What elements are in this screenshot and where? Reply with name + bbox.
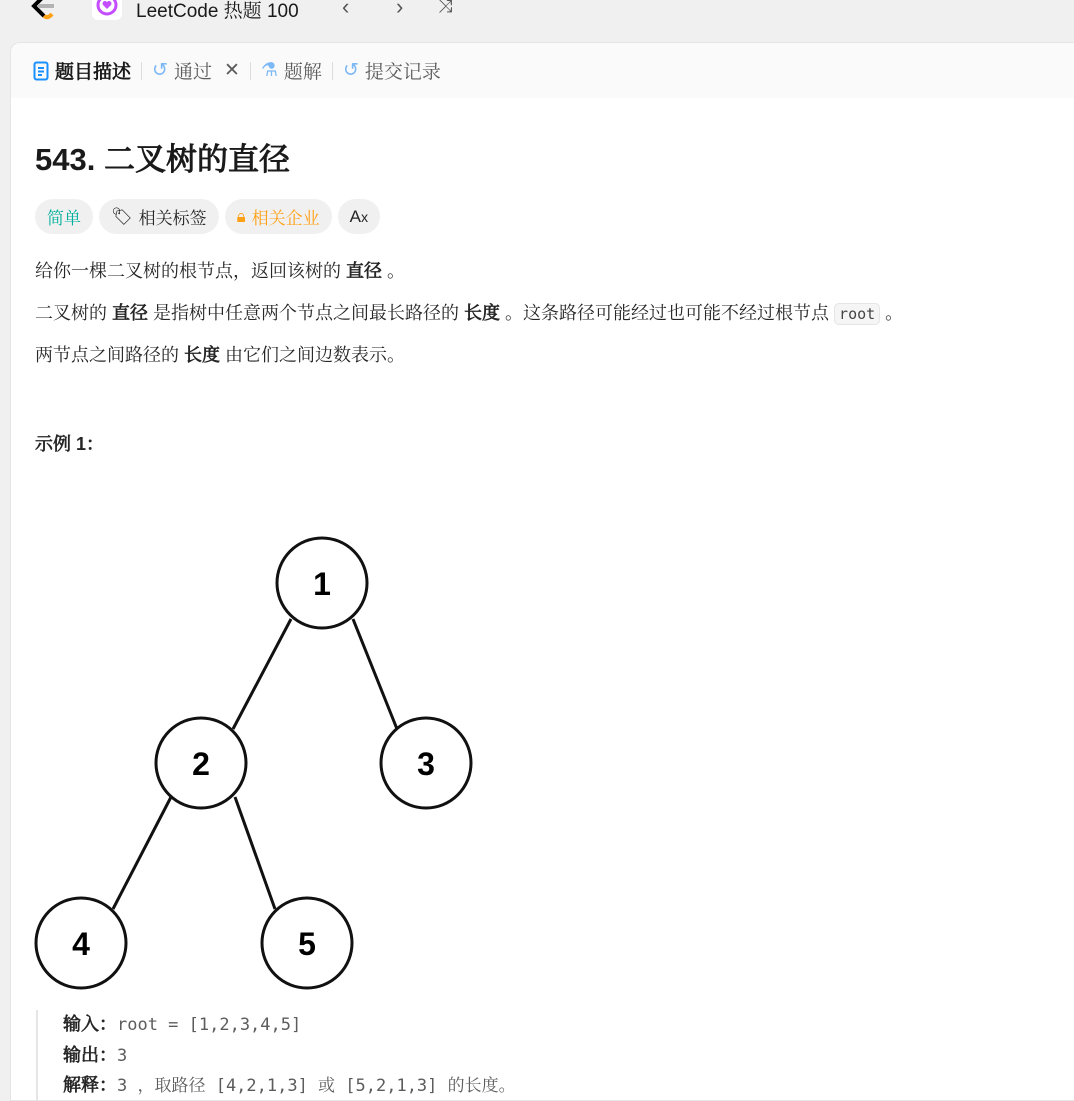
tab-bar (11, 43, 1074, 98)
tab-label: 题解 (283, 62, 322, 83)
history-icon: ↺ (342, 60, 359, 81)
example-title: 示例 1： (35, 433, 105, 454)
chip-label: 相关企业 (251, 209, 320, 228)
input-label: 输入： (63, 1014, 117, 1034)
lock-icon: 🔒︎ (236, 206, 246, 226)
example-io-block (36, 1010, 516, 1101)
shuffle-icon[interactable]: ⤨ (438, 0, 453, 16)
chip-label: 相关标签 (138, 209, 207, 228)
description-p3: 两节点之间路径的 长度 由它们之间边数表示。 (35, 344, 406, 365)
tab-label: 提交记录 (364, 62, 441, 83)
close-tab-icon[interactable]: ✕ (223, 60, 240, 81)
study-plan-icon (92, 0, 122, 20)
top-bar (0, 0, 1074, 40)
translate-icon: Ax (349, 206, 369, 226)
tab-description[interactable] (33, 57, 131, 84)
tag-icon: 🏷︎ (111, 206, 133, 226)
divider (250, 62, 251, 80)
explain-value: 3 ，取路径 [4,2,1,3] 或 [5,2,1,3] 的长度。 (117, 1076, 516, 1096)
tab-accepted[interactable] (152, 57, 240, 84)
problem-panel (10, 42, 1074, 1101)
tree-node: 2 (192, 746, 210, 782)
related-companies-button[interactable] (225, 199, 332, 234)
related-tags-button[interactable] (99, 199, 219, 234)
problem-title[interactable]: 543. 二叉树的直径 (35, 142, 290, 177)
description-p1: 给你一棵二叉树的根节点，返回该树的 直径 。 (35, 261, 406, 281)
divider (141, 62, 142, 80)
binary-tree-image (11, 533, 473, 993)
flask-icon: ⚗ (260, 60, 278, 81)
translate-button[interactable] (338, 199, 380, 234)
leetcode-logo-icon[interactable] (28, 0, 58, 20)
tab-label: 题目描述 (55, 62, 132, 83)
study-plan-title[interactable]: LeetCode 热题 100 (136, 1, 299, 22)
history-icon: ↺ (152, 60, 168, 81)
divider (332, 62, 333, 80)
difficulty-badge: 简单 (35, 199, 93, 234)
document-icon (33, 61, 49, 81)
output-value: 3 (117, 1045, 128, 1066)
tree-node: 1 (313, 566, 331, 602)
tab-submissions[interactable] (343, 57, 441, 84)
tab-solutions[interactable] (261, 57, 322, 84)
tree-node: 3 (417, 746, 435, 782)
explain-label: 解释： (63, 1075, 117, 1095)
next-question-icon[interactable]: › (396, 0, 404, 19)
prev-question-icon[interactable]: ‹ (342, 0, 350, 19)
tree-node: 5 (298, 926, 316, 962)
tab-label: 通过 (173, 62, 212, 83)
tree-node: 4 (72, 926, 90, 962)
input-value: root = [1,2,3,4,5] (117, 1015, 302, 1035)
output-label: 输出： (63, 1044, 117, 1065)
description-p2: 二叉树的 直径 是指树中任意两个节点之间最长路径的 长度 。这条路径可能经过也可能不经过根节点 root 。 (35, 302, 904, 323)
